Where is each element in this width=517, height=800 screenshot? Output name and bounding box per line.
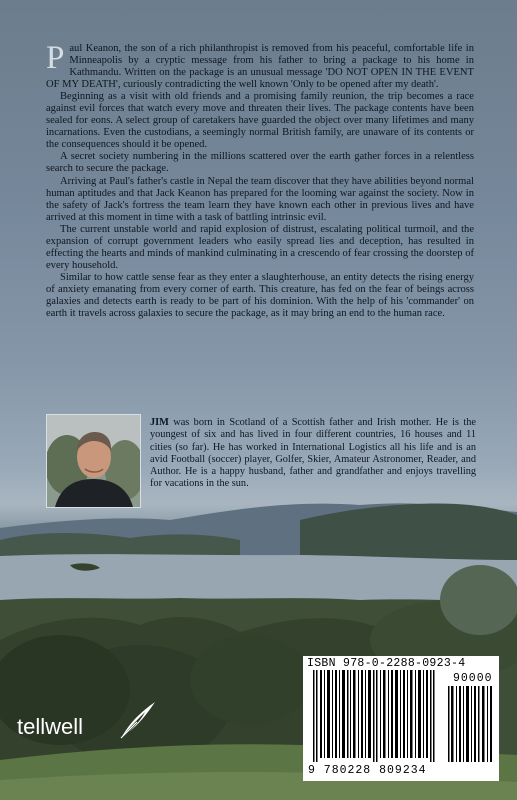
isbn-barcode (303, 656, 499, 781)
synopsis-paragraph: Similar to how cattle sense fear as they enter a slaughterhouse, an entity detects the rising energy of anxiety emanating from every corner of earth. This creature, has fed on the fear of beings across galaxies and detects earth is ready to be part of his dominion. With the help of his 'commander' on earth it travels across galaxies to secure the package, as it may bring an end to the human race. (46, 271, 474, 320)
drop-cap: P (46, 40, 65, 76)
barcode-addon: 90000 (453, 672, 493, 685)
publisher-logo (17, 700, 157, 760)
synopsis-paragraph: Paul Keanon, the son of a rich philanthropist is removed from his peaceful, comfortable life in Minneapolis by a cryptic message from his father to bring a package to his home in Kathmandu. Written on the package is an unusual message 'DO NOT OPEN IN THE EVENT OF MY DEATH', curiously contradicting the well known 'Only to be opened after my death'. (46, 40, 474, 91)
synopsis-paragraph: A secret society numbering in the millions scattered over the earth gather forces in a relentless search to secure the package. (46, 151, 474, 175)
author-bio (150, 417, 476, 491)
author-portrait-image (47, 415, 140, 507)
synopsis-paragraph: Beginning as a visit with old friends and a promising family reunion, the trip becomes a race against evil forces that watch every move and threaten their lives. The package contents have been sealed for eons. A select group of caretakers have guarded the object over many lifetimes and many incarnations. Even the custodians, a seemingly normal British family, are unaware of its contents or the consequences should it be opened. (46, 91, 474, 151)
synopsis-paragraph: Arriving at Paul's father's castle in Nepal the team discover that they have abilities beyond normal human aptitudes and that Jack Keanon has prepared for the looming war against the society. Now in the safety of Jack's fortress the team learn they have known each other in previous lives and have arrived at this moment in time with a task of battling intrinsic evil. (46, 175, 474, 223)
synopsis-paragraph: The current unstable world and rapid explosion of distrust, escalating political turmoil, and the expansion of corrupt government leaders who easily spread lies and deception, has resulted in effecting the hearts and minds of mankind culminating in a crescendo of fear crossing the doorstep of every household. (46, 223, 474, 271)
quill-icon (117, 700, 159, 740)
author-name: JIM (150, 417, 169, 428)
author-photo (46, 414, 141, 508)
author-bio-text: was born in Scotland of a Scottish father and Irish mother. He is the youngest of six and has lived in four different countries, 16 houses and 11 cities (so far). He has worked in International Logistics all his life and is an avid Football (soccer) player, Golfer, Skier, Amateur Astronomer, Reader, and Author. He is a happy husband, father and grandfather and enjoys travelling for vacations in the sun. (150, 417, 476, 490)
synopsis-text (46, 40, 474, 320)
isbn-label: ISBN 978-0-2288-0923-4 (307, 657, 466, 670)
publisher-logo-text: tellwell (17, 714, 84, 739)
barcode-digits: 9 780228 809234 (308, 764, 427, 777)
